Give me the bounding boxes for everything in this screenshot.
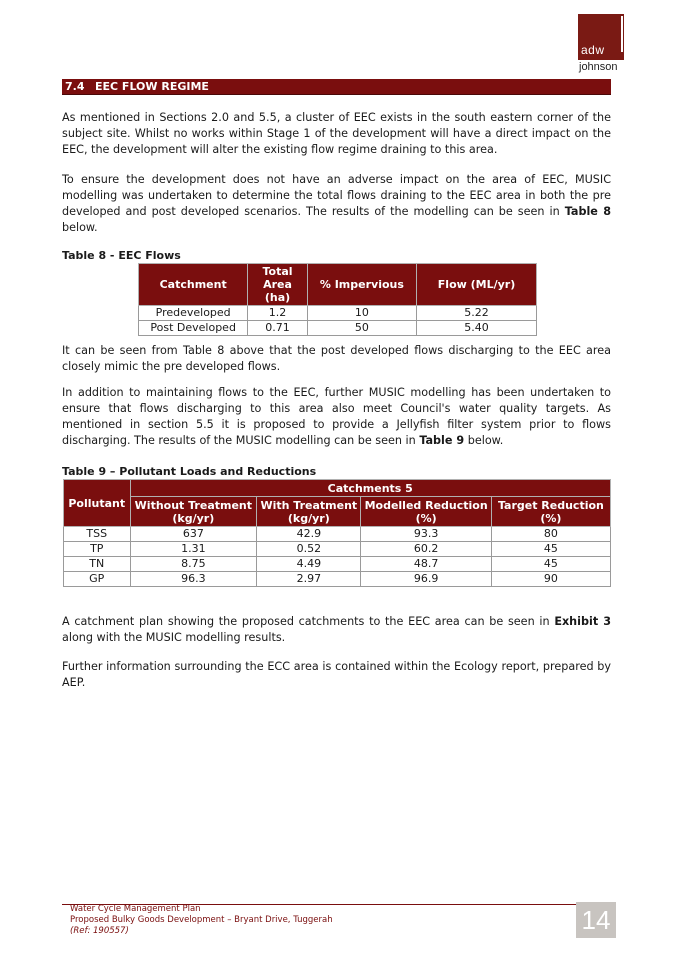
- paragraph-5-text: A catchment plan showing the proposed catchments to the EEC area can be seen in: [62, 615, 555, 628]
- table-cell: 1.31: [130, 542, 257, 557]
- paragraph-3: It can be seen from Table 8 above that the post developed flows discharging to the EEC area closely mimic the pre developed flows.: [62, 344, 611, 373]
- table-cell: 93.3: [361, 527, 491, 542]
- table-9-header: With Treatment (kg/yr): [257, 497, 361, 527]
- table-cell: TSS: [64, 527, 131, 542]
- table-cell: 8.75: [130, 557, 257, 572]
- paragraph-2-text: To ensure the development does not have an adverse impact on the area of EEC, MUSIC modelling was undertaken to determine the total flows draining to the EEC area in both the pre developed and post developed scenarios. The results of the modelling can be seen in: [62, 173, 611, 218]
- table-cell: 2.97: [257, 572, 361, 587]
- table-cell: 96.3: [130, 572, 257, 587]
- table-cell: Predeveloped: [139, 306, 248, 321]
- table-8-header: Flow (ML/yr): [417, 264, 537, 306]
- table-cell: 60.2: [361, 542, 491, 557]
- table-cell: 90: [491, 572, 610, 587]
- table-cell: 1.2: [248, 306, 307, 321]
- footer-line-1: Water Cycle Management Plan: [70, 904, 201, 914]
- table-row: [64, 542, 611, 557]
- page-number: 14: [576, 902, 616, 938]
- table-cell: 50: [307, 321, 416, 336]
- table-cell: TN: [64, 557, 131, 572]
- paragraph-5-end: along with the MUSIC modelling results.: [62, 631, 286, 644]
- table-9-ref: Table 9: [419, 434, 465, 447]
- table-8-header: % Impervious: [307, 264, 416, 306]
- table-row: [139, 321, 537, 336]
- table-cell: 96.9: [361, 572, 491, 587]
- paragraph-2: [62, 172, 611, 236]
- table-cell: 637: [130, 527, 257, 542]
- table-cell: TP: [64, 542, 131, 557]
- paragraph-4-text: In addition to maintaining flows to the EEC, further MUSIC modelling has been undertaken to ensure that flows discharging to this area also meet Council's water quality targets. As mentioned in section 5.5 it is proposed to provide a Jellyfish filter system prior to flows discharging. The results of the MUSIC modelling can be seen in: [62, 386, 611, 447]
- table-row: [64, 527, 611, 542]
- table-row: [64, 557, 611, 572]
- table-8: [138, 263, 537, 336]
- table-cell: GP: [64, 572, 131, 587]
- exhibit-3-ref: Exhibit 3: [554, 615, 612, 628]
- logo-mark-text: adw: [581, 43, 605, 57]
- company-logo: [578, 14, 628, 72]
- logo-mark: [578, 14, 624, 60]
- paragraph-5: [62, 614, 611, 646]
- table-9-header: Target Reduction (%): [491, 497, 610, 527]
- section-title: EEC FLOW REGIME: [95, 80, 209, 93]
- logo-name: johnson: [579, 61, 618, 73]
- paragraph-2-end: below.: [62, 221, 98, 234]
- table-9: [63, 479, 611, 587]
- table-cell: 4.49: [257, 557, 361, 572]
- table-cell: 0.71: [248, 321, 307, 336]
- paragraph-1: As mentioned in Sections 2.0 and 5.5, a cluster of EEC exists in the south eastern corner of the subject site. Whilst no works within Stage 1 of the development will have a direct impact on the EEC, the development will alter the existing flow regime draining to this area.: [62, 111, 611, 156]
- paragraph-4-end: below.: [464, 434, 504, 447]
- paragraph-6: Further information surrounding the ECC area is contained within the Ecology report, prepared by AEP.: [62, 660, 611, 689]
- table-cell: 45: [491, 557, 610, 572]
- table-9-header: Modelled Reduction (%): [361, 497, 491, 527]
- table-cell: 0.52: [257, 542, 361, 557]
- table-8-header: Catchment: [139, 264, 248, 306]
- table-cell: 48.7: [361, 557, 491, 572]
- table-9-caption: Table 9 – Pollutant Loads and Reductions: [62, 465, 317, 478]
- table-cell: 5.40: [417, 321, 537, 336]
- logo-bar: [621, 16, 623, 52]
- section-number: 7.4: [65, 80, 85, 93]
- table-cell: 45: [491, 542, 610, 557]
- table-cell: 5.22: [417, 306, 537, 321]
- table-cell: 10: [307, 306, 416, 321]
- paragraph-4: [62, 385, 611, 449]
- table-cell: 42.9: [257, 527, 361, 542]
- table-cell: 80: [491, 527, 610, 542]
- table-row: [64, 572, 611, 587]
- footer-line-3: (Ref: 190557): [70, 926, 129, 936]
- table-cell: Post Developed: [139, 321, 248, 336]
- table-8-header: Total Area (ha): [248, 264, 307, 306]
- footer-line-2: Proposed Bulky Goods Development – Bryant Drive, Tuggerah: [70, 915, 333, 925]
- table-9-group-header: Catchments 5: [130, 480, 611, 497]
- section-heading: [62, 79, 611, 95]
- table-8-caption: Table 8 - EEC Flows: [62, 249, 181, 262]
- table-9-header: Pollutant: [64, 480, 131, 527]
- table-8-ref: Table 8: [564, 205, 611, 218]
- table-row: [139, 306, 537, 321]
- table-9-header: Without Treatment (kg/yr): [130, 497, 257, 527]
